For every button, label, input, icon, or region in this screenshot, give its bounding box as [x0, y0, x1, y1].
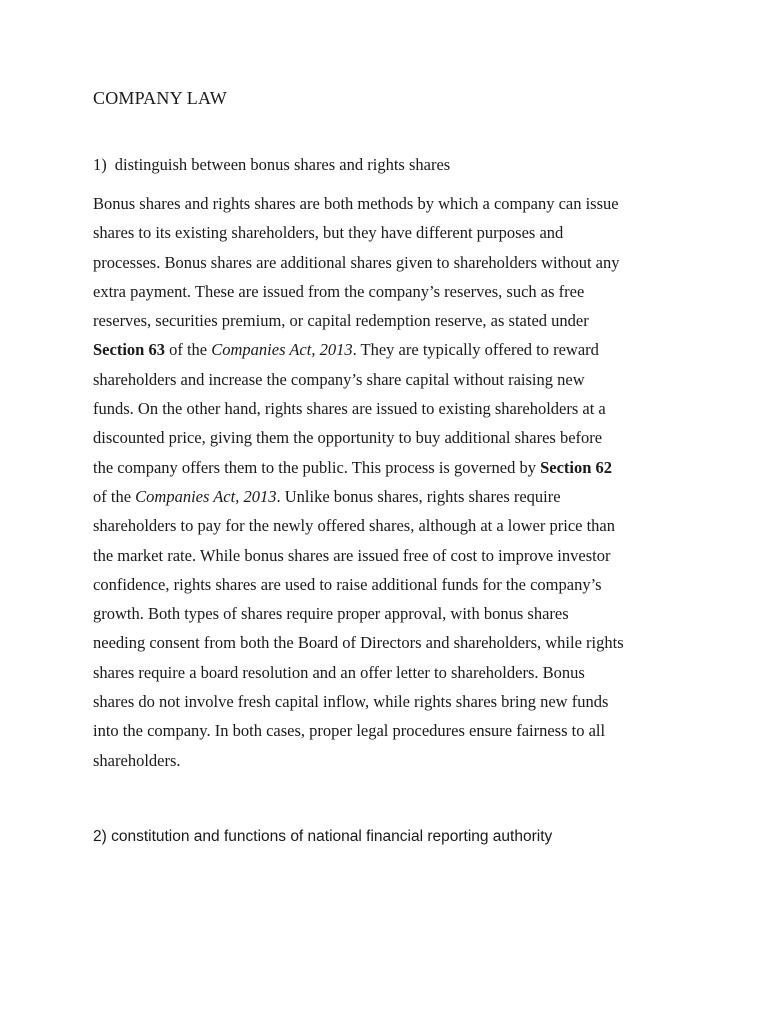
answer-line: confidence, rights shares are used to raise additional funds for the company’s: [93, 574, 602, 594]
answer-line: [93, 482, 683, 511]
answer-text: . They are typically offered to reward: [352, 340, 599, 360]
answer-line: processes. Bonus shares are additional shares given to shareholders without any: [93, 252, 620, 272]
answer-line: funds. On the other hand, rights shares are issued to existing shareholders at a: [93, 399, 606, 419]
answer-line: into the company. In both cases, proper legal procedures ensure fairness to all: [93, 721, 606, 741]
answer-line: Bonus shares and rights shares are both methods by which a company can issue: [93, 194, 619, 213]
act-reference: Companies Act, 2013: [211, 340, 353, 360]
document-title: COMPANY LAW: [93, 88, 227, 108]
answer-line: shareholders and increase the company’s share capital without raising new: [93, 369, 585, 389]
answer-text: of the: [164, 340, 212, 360]
answer-text: of the: [93, 486, 136, 506]
answer-line: extra payment. These are issued from the company’s reserves, such as free: [93, 281, 585, 301]
answer-line: growth. Both types of shares require proper approval, with bonus shares: [93, 604, 569, 624]
answer-line: shares do not involve fresh capital inflow, while rights shares bring new funds: [93, 692, 609, 712]
act-reference: Companies Act, 2013: [135, 486, 277, 506]
answer-line: [93, 335, 683, 364]
answer-line: shares to its existing shareholders, but they have different purposes and: [93, 223, 564, 243]
question-1-number: 1): [93, 155, 107, 174]
question-1-heading: [93, 155, 450, 175]
answer-line: shareholders to pay for the newly offered shares, although at a lower price than: [93, 516, 616, 536]
answer-line: discounted price, giving them the opportunity to buy additional shares before: [93, 428, 603, 448]
answer-line: shareholders.: [93, 750, 181, 770]
answer-line: needing consent from both the Board of Directors and shareholders, while rights: [93, 633, 624, 653]
answer-text: . Unlike bonus shares, rights shares require: [276, 486, 561, 506]
answer-text: the company offers them to the public. This process is governed by: [93, 457, 541, 477]
answer-1-paragraph: [93, 189, 683, 775]
section-63-reference: Section 63: [93, 340, 165, 360]
answer-line: [93, 453, 683, 482]
answer-line: reserves, securities premium, or capital redemption reserve, as stated under: [93, 311, 589, 331]
question-1-text: distinguish between bonus shares and rights shares: [114, 155, 451, 174]
section-62-reference: Section 62: [540, 457, 613, 477]
question-2-heading: 2) constitution and functions of national financial reporting authority: [93, 828, 553, 845]
answer-line: the market rate. While bonus shares are issued free of cost to improve investor: [93, 545, 611, 565]
answer-line: shares require a board resolution and an offer letter to shareholders. Bonus: [93, 662, 585, 682]
